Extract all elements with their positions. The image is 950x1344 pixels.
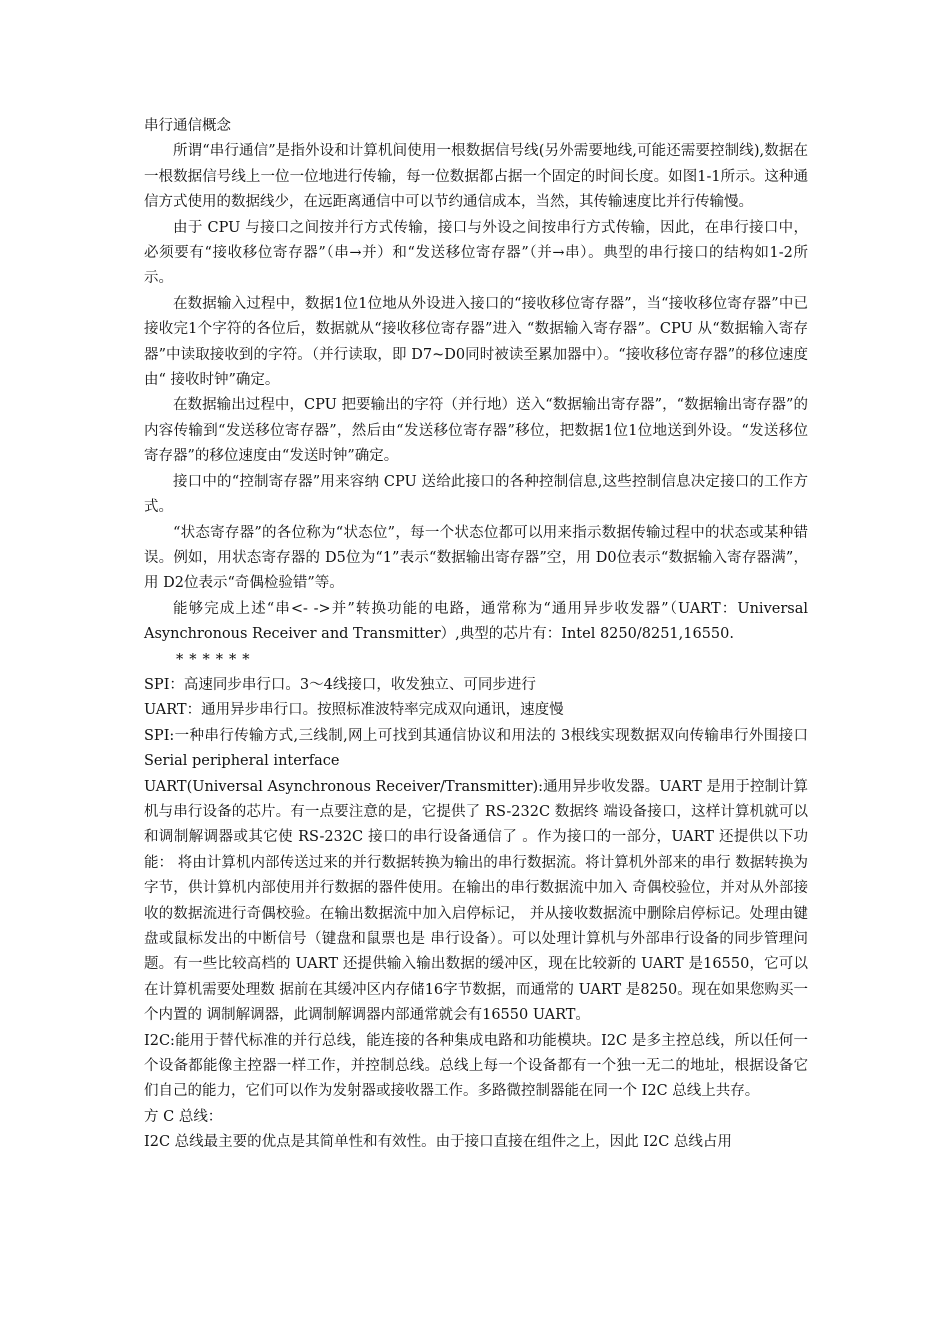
document-page <box>144 114 808 1156</box>
i2c-heading: 方 C 总线： <box>144 1108 223 1125</box>
paragraph-control-register: 接口中的“控制寄存器”用来容纳 CPU 送给此接口的各种控制信息,这些控制信息决定接口的工作方式。 <box>144 473 808 516</box>
uart-short-definition: UART：通用异步串行口。按照标准波特率完成双向通讯，速度慢 <box>144 702 564 719</box>
paragraph-shift-registers: 由于 CPU 与接口之间按并行方式传输，接口与外设之间按串行方式传输，因此，在串行接口中，必须要有“接收移位寄存器”（串→并）和“发送移位寄存器”（并→串）。典型的串行接口的结构如1-2所示。 <box>144 219 808 287</box>
spi-short-definition: SPI：高速同步串行口。3～4线接口，收发独立、可同步进行 <box>144 676 536 693</box>
i2c-advantages: I2C 总线最主要的优点是其简单性和有效性。由于接口直接在组件之上，因此 I2C 总线占用 <box>144 1134 732 1151</box>
paragraph-data-input: 在数据输入过程中，数据1位1位地从外设进入接口的“接收移位寄存器”，当“接收移位寄存器”中已接收完1个字符的各位后，数据就从“接收移位寄存器”进入 “数据输入寄存器”。CPU 从“数据输入寄存器”中读取接收到的字符。（并行读取，即 D7~D0同时被读至累加器中）。“接收移位寄存器”的移位速度由“ 接收时钟”确定。 <box>144 295 808 389</box>
i2c-long-definition: I2C:能用于替代标准的并行总线，能连接的各种集成电路和功能模块。I2C 是多主控总线，所以任何一个设备都能像主控器一样工作，并控制总线。总线上每一个设备都有一个独一无二的地址，根据设备它们自己的能力，它们可以作为发射器或接收器工作。多路微控制器能在同一个 I2C 总线上共存。 <box>144 1032 808 1100</box>
document-title: 串行通信概念 <box>144 118 231 134</box>
paragraph-status-register: “状态寄存器”的各位称为“状态位”，每一个状态位都可以用来指示数据传输过程中的状态或某种错误。例如，用状态寄存器的 D5位为“1”表示“数据输出寄存器”空，用 D0位表示“数据输入寄存器满”，用 D2位表示“奇偶检验错”等。 <box>144 524 808 592</box>
uart-long-definition: UART(Universal Asynchronous Receiver/Transmitter):通用异步收发器。UART 是用于控制计算机与串行设备的芯片。有一点要注意的是，它提供了 RS-232C 数据终 端设备接口，这样计算机就可以和调制解调器或其它使 RS-232C 接口的串行设备通信了 。作为接口的一部分，UART 还提供以下功能： 将由计算机内部传送过来的并行数据转换为输出的串行数据流。将计算机外部来的串行 数据转换为字节，供计算机内部使用并行数据的器件使用。在输出的串行数据流中加入 奇偶校验位，并对从外部接收的数据流进行奇偶校验。在输出数据流中加入启停标记， 并从接收数据流中删除启停标记。处理由键盘或鼠标发出的中断信号（键盘和鼠票也是 串行设备）。可以处理计算机与外部串行设备的同步管理问题。有一些比较高档的 UART 还提供输入输出数据的缓冲区，现在比较新的 UART 是16550，它可以在计算机需要处理数 据前在其缓冲区内存储16字节数据，而通常的 UART 是8250。现在如果您购买一个内置的 调制解调器，此调制解调器内部通常就会有16550 UART。 <box>144 778 808 1024</box>
paragraph-uart-intro: 能够完成上述“串<- ->并”转换功能的电路，通常称为“通用异步收发器”（UART：Universal Asynchronous Receiver and Transmitter）,典型的芯片有：Intel 8250/8251,16550. <box>144 600 808 643</box>
spi-long-definition: SPI:一种串行传输方式,三线制,网上可找到其通信协议和用法的 3根线实现数据双向传输串行外围接口 Serial peripheral interface <box>144 727 808 770</box>
section-divider-stars: ****** <box>176 651 256 668</box>
paragraph-serial-definition: 所谓“串行通信”是指外设和计算机间使用一根数据信号线(另外需要地线,可能还需要控制线),数据在一根数据信号线上一位一位地进行传输，每一位数据都占据一个固定的时间长度。如图1-1所示。这种通信方式使用的数据线少，在远距离通信中可以节约通信成本，当然，其传输速度比并行传输慢。 <box>144 143 808 211</box>
paragraph-data-output: 在数据输出过程中，CPU 把要输出的字符（并行地）送入“数据输出寄存器”，“数据输出寄存器”的内容传输到“发送移位寄存器”，然后由“发送移位寄存器”移位，把数据1位1位地送到外设。“发送移位寄存器”的移位速度由“发送时钟”确定。 <box>144 397 808 465</box>
